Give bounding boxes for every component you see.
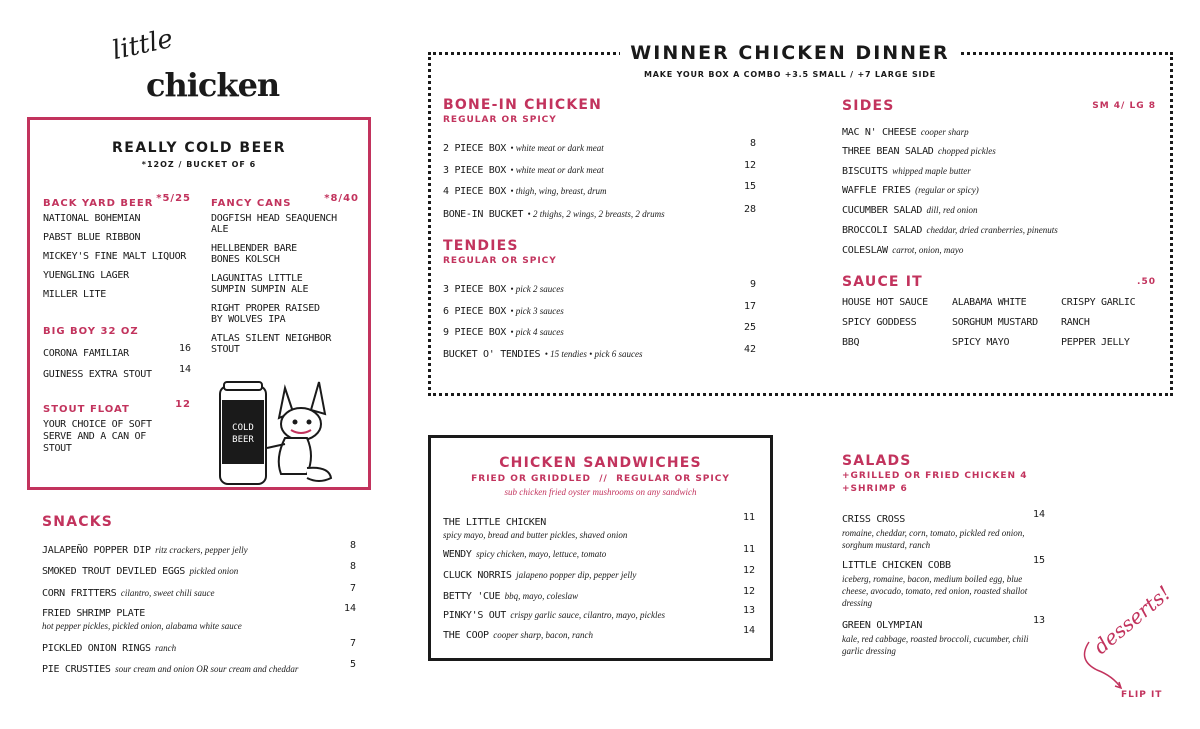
bonein-item: [443, 160, 756, 178]
snack-desc: pickled onion: [189, 566, 239, 576]
salad-desc: romaine, cheddar, corn, tomato, pickled red onion, sorghum mustard, ranch: [842, 528, 1025, 550]
beer-item: MILLER LITE: [43, 289, 106, 300]
snack-price: 14: [343, 603, 356, 614]
sandwich-name: BETTY 'CUE: [443, 591, 501, 602]
sauce-item: CRISPY GARLIC: [1061, 297, 1136, 308]
sandwich-name: CLUCK NORRIS: [443, 570, 512, 581]
tendies-section: [443, 238, 756, 360]
tendies-item: [443, 322, 756, 340]
sandwich-item: [443, 512, 755, 540]
dinner-subtitle: MAKE YOUR BOX A COMBO +3.5 SMALL / +7 LARGE SIDE: [643, 70, 937, 79]
snack-item: [42, 603, 356, 631]
bonein-section: [443, 97, 756, 220]
snack-desc: ranch: [155, 643, 177, 653]
item-name: BUCKET O' TENDIES: [443, 349, 541, 360]
side-desc: chopped pickles: [937, 146, 996, 156]
salad-desc: kale, red cabbage, roasted broccoli, cucumber, chili garlic dressing: [842, 634, 1029, 656]
can-text-cold: COLD: [232, 423, 254, 433]
sandwich-desc: spicy mayo, bread and butter pickles, shaved onion: [443, 530, 628, 540]
sandwich-name: PINKY'S OUT: [443, 610, 506, 621]
sandwich-item: [443, 565, 755, 583]
snack-desc: ritz crackers, pepper jelly: [155, 545, 248, 555]
tendies-sub: REGULAR OR SPICY: [443, 256, 557, 266]
sandwich-item: [443, 544, 755, 562]
beer-item: ATLAS SILENT NEIGHBOR STOUT: [211, 333, 332, 355]
tendies-heading: TENDIES: [443, 238, 519, 254]
backyard-heading: BACK YARD BEER: [43, 198, 154, 209]
sandwich-price: 11: [742, 544, 755, 555]
snack-price: 7: [349, 638, 356, 649]
beer-item: GUINESS EXTRA STOUT: [43, 369, 152, 380]
bonein-item: [443, 181, 756, 199]
dinner-title: WINNER CHICKEN DINNER: [630, 42, 950, 64]
side-desc: carrot, onion, mayo: [892, 245, 964, 255]
stout-float: [43, 399, 191, 455]
item-price: 28: [743, 204, 756, 215]
sandwich-desc: bbq, mayo, coleslaw: [504, 591, 579, 601]
salads-heading: SALADS: [842, 453, 912, 469]
snack-price: 8: [349, 561, 356, 572]
snack-name: CORN FRITTERS: [42, 588, 117, 599]
tendies-item: [443, 279, 756, 297]
item-desc: • pick 3 sauces: [510, 306, 564, 316]
sandwich-price: 14: [742, 625, 755, 636]
sides-price: SM 4/ LG 8: [1092, 101, 1156, 111]
side-item: [842, 161, 1156, 179]
side-item: [842, 200, 1156, 218]
item-desc: • pick 4 sauces: [510, 327, 564, 337]
item-name: 2 PIECE BOX: [443, 143, 506, 154]
snack-price: 5: [349, 659, 356, 670]
beer-item: MICKEY'S FINE MALT LIQUOR: [43, 251, 187, 262]
side-name: MAC N' CHEESE: [842, 127, 917, 138]
side-desc: cooper sharp: [920, 127, 969, 137]
beer-subtitle: *12OZ / BUCKET OF 6: [141, 160, 257, 169]
item-name: 9 PIECE BOX: [443, 327, 506, 338]
sauce-item: SPICY MAYO: [952, 337, 1010, 348]
snack-item: [42, 540, 356, 558]
side-desc: cheddar, dried cranberries, pinenuts: [926, 225, 1058, 235]
sauce-heading: SAUCE IT: [842, 274, 923, 290]
snack-item: [42, 561, 356, 579]
sauce-item: RANCH: [1061, 317, 1090, 328]
beer-item: CORONA FAMILIAR: [43, 348, 129, 359]
sauce-section: [842, 273, 1156, 348]
sandwich-price: 13: [742, 605, 755, 616]
beer-item: PABST BLUE RIBBON: [43, 232, 141, 243]
sandwich-sub: FRIED OR GRIDDLED // REGULAR OR SPICY: [471, 474, 730, 484]
item-name: 3 PIECE BOX: [443, 284, 506, 295]
sauce-item: HOUSE HOT SAUCE: [842, 297, 928, 308]
snack-desc: cilantro, sweet chili sauce: [120, 588, 215, 598]
salads-sub1: +GRILLED OR FRIED CHICKEN 4: [842, 471, 1028, 481]
item-price: 42: [743, 344, 756, 355]
snack-desc: hot pepper pickles, pickled onion, alabama white sauce: [42, 621, 242, 631]
item-price: 25: [743, 322, 756, 333]
beer-item: YUENGLING LAGER: [43, 270, 129, 281]
fancy-heading: FANCY CANS: [211, 198, 292, 209]
sauce-item: SPICY GODDESS: [842, 317, 917, 328]
salads-section: [842, 453, 1045, 656]
sauce-price: .50: [1137, 277, 1156, 287]
snack-name: FRIED SHRIMP PLATE: [42, 608, 145, 619]
tendies-item: [443, 344, 756, 362]
beer-title: REALLY COLD BEER: [111, 140, 287, 156]
beer-item: RIGHT PROPER RAISED BY WOLVES IPA: [211, 303, 320, 325]
bonein-item: [443, 204, 756, 222]
side-desc: whipped maple butter: [892, 166, 971, 176]
beer-row: [43, 364, 191, 378]
side-item: [842, 180, 1156, 198]
side-item: [842, 240, 1156, 258]
flip-it-label: FLIP IT: [1121, 690, 1163, 700]
sandwich-section: [428, 435, 773, 661]
item-name: 4 PIECE BOX: [443, 186, 506, 197]
sandwich-item: [443, 586, 755, 604]
item-desc: • 2 thighs, 2 wings, 2 breasts, 2 drums: [527, 209, 665, 219]
desserts-label: desserts!: [1088, 580, 1176, 659]
sauce-item: ALABAMA WHITE: [952, 297, 1027, 308]
snack-price: 7: [349, 583, 356, 594]
item-price: 8: [749, 138, 756, 149]
bigboy-heading: BIG BOY 32 OZ: [43, 326, 139, 337]
salad-name: GREEN OLYMPIAN: [842, 620, 923, 631]
fancy-cans: [211, 193, 359, 355]
snack-desc: sour cream and onion OR sour cream and cheddar: [115, 664, 299, 674]
salads-sub2: +SHRIMP 6: [842, 484, 908, 494]
sauce-item: PEPPER JELLY: [1061, 337, 1130, 348]
salad-item: [842, 555, 1045, 609]
bonein-heading: BONE-IN CHICKEN: [443, 97, 603, 113]
bonein-item: [443, 138, 756, 156]
bonein-sub: REGULAR OR SPICY: [443, 115, 557, 125]
item-desc: • white meat or dark meat: [510, 165, 604, 175]
side-item: [842, 141, 1156, 159]
sandwich-desc: crispy garlic sauce, cilantro, mayo, pickles: [510, 610, 666, 620]
item-price: 9: [749, 279, 756, 290]
beer-item: LAGUNITAS LITTLE SUMPIN SUMPIN ALE: [211, 273, 309, 295]
backyard-beer: [43, 193, 191, 300]
float-heading: STOUT FLOAT: [43, 404, 130, 415]
salad-price: 13: [1032, 615, 1045, 626]
snack-name: PIE CRUSTIES: [42, 664, 111, 675]
snacks-section: [42, 514, 356, 675]
sauce-item: SORGHUM MUSTARD: [952, 317, 1038, 328]
sides-heading: SIDES: [842, 98, 895, 114]
side-desc: (regular or spicy): [915, 185, 979, 195]
item-desc: • thigh, wing, breast, drum: [510, 186, 607, 196]
snack-item: [42, 583, 356, 601]
sandwich-name: THE LITTLE CHICKEN: [443, 517, 546, 528]
salad-name: LITTLE CHICKEN COBB: [842, 560, 951, 571]
side-item: [842, 220, 1156, 238]
bigboy-beer: [43, 326, 191, 378]
beer-can-illustration: [215, 378, 335, 490]
side-name: WAFFLE FRIES: [842, 185, 911, 196]
dinner-title-wrap: [620, 42, 960, 64]
item-price: 12: [743, 160, 756, 171]
item-price: 17: [743, 301, 756, 312]
sides-section: [842, 97, 1156, 256]
sandwich-item: [443, 625, 755, 643]
salad-price: 15: [1032, 555, 1045, 566]
beer-item: NATIONAL BOHEMIAN: [43, 213, 141, 224]
sandwich-desc: cooper sharp, bacon, ranch: [493, 630, 593, 640]
item-name: 6 PIECE BOX: [443, 306, 506, 317]
item-name: 3 PIECE BOX: [443, 165, 506, 176]
snack-item: [42, 659, 356, 677]
salad-price: 14: [1032, 509, 1045, 520]
sandwich-desc: spicy chicken, mayo, lettuce, tomato: [476, 549, 607, 559]
snack-item: [42, 638, 356, 656]
beer-row: [43, 343, 191, 357]
item-name: BONE-IN BUCKET: [443, 209, 524, 220]
backyard-price: *5/25: [156, 193, 191, 204]
snacks-heading: SNACKS: [42, 514, 114, 530]
sandwich-heading: CHICKEN SANDWICHES: [499, 455, 702, 471]
side-name: BISCUITS: [842, 166, 888, 177]
snack-price: 8: [349, 540, 356, 551]
sauce-item: BBQ: [842, 337, 860, 348]
side-name: THREE BEAN SALAD: [842, 146, 934, 157]
sandwich-name: WENDY: [443, 549, 472, 560]
sandwich-name: THE COOP: [443, 630, 489, 641]
fancy-price: *8/40: [324, 193, 359, 204]
item-price: 15: [743, 181, 756, 192]
salad-desc: iceberg, romaine, bacon, medium boiled egg, blue cheese, avocado, tomato, red onion, roasted shallot dressing: [842, 574, 1028, 608]
logo-little: little: [109, 23, 176, 67]
sandwich-price: 11: [742, 512, 755, 523]
sandwich-desc: jalapeno popper dip, pepper jelly: [516, 570, 637, 580]
side-desc: dill, red onion: [926, 205, 978, 215]
sandwich-item: [443, 605, 755, 623]
float-price: 12: [175, 399, 191, 410]
side-name: BROCCOLI SALAD: [842, 225, 923, 236]
snack-name: JALAPEÑO POPPER DIP: [42, 545, 151, 556]
sandwich-price: 12: [742, 586, 755, 597]
salad-item: [842, 509, 1045, 551]
beer-item: DOGFISH HEAD SEAQUENCH ALE: [211, 213, 337, 235]
side-name: CUCUMBER SALAD: [842, 205, 923, 216]
side-item: [842, 122, 1156, 140]
float-desc: YOUR CHOICE OF SOFT SERVE AND A CAN OF STOUT: [43, 419, 152, 454]
sandwich-note: sub chicken fried oyster mushrooms on any sandwich: [504, 487, 697, 497]
snack-name: PICKLED ONION RINGS: [42, 643, 151, 654]
tendies-item: [443, 301, 756, 319]
logo-chicken: chicken: [146, 66, 280, 104]
side-name: COLESLAW: [842, 245, 888, 256]
sandwich-price: 12: [742, 565, 755, 576]
can-text-beer: BEER: [232, 435, 254, 445]
item-desc: • white meat or dark meat: [510, 143, 604, 153]
snack-name: SMOKED TROUT DEVILED EGGS: [42, 566, 186, 577]
beer-item: HELLBENDER BARE BONES KOLSCH: [211, 243, 297, 265]
item-desc: • 15 tendies • pick 6 sauces: [544, 349, 643, 359]
beer-price: 14: [178, 364, 191, 375]
salad-item: [842, 615, 1045, 657]
item-desc: • pick 2 sauces: [510, 284, 564, 294]
salad-name: CRISS CROSS: [842, 514, 905, 525]
beer-price: 16: [178, 343, 191, 354]
desserts-callout: [1075, 560, 1185, 700]
